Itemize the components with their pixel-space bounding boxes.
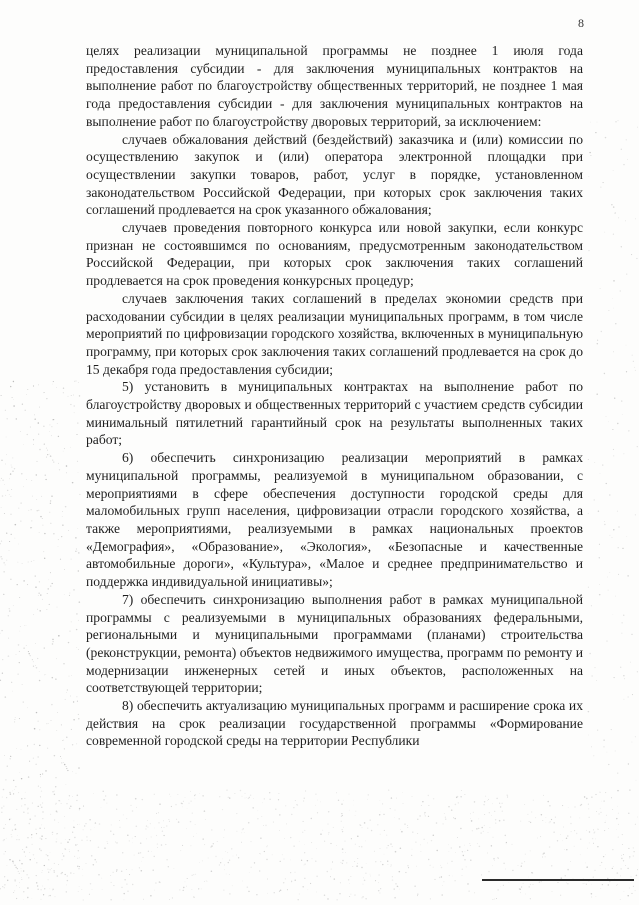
paragraph-continuation: целях реализации муниципальной программы не позднее 1 июля года предоставления субсидии - для заключения муниципальных контрактов на выполнение работ по благоустройству общественных территорий, не позднее 1 мая года предоставления субсидии - для заключения муниципальных контрактов на выполнение работ по благоустройству дворовых территорий, за исключением:	[86, 43, 583, 129]
paragraph-exception-appeal: случаев обжалования действий (бездействий) заказчика и (или) комиссии по осуществлению закупок и (или) оператора электронной площадки при осуществлении закупки товаров, работ, услуг в порядке, установленном законодательством Российской Федерации, при которых срок заключения таких соглашений продлевается на срок указанного обжалования;	[86, 131, 583, 218]
footer-rule	[482, 879, 634, 881]
paragraph-item-6: 6) обеспечить синхронизацию реализации мероприятий в рамках муниципальной программы, реализуемой в муниципальном образовании, с мероприятиями в сфере обеспечения доступности городской среды для маломобильных групп населения, цифровизации отрасли городского хозяйства, а также мероприятиями, реализуемыми в рамках национальных проектов «Демография», «Образование», «Экология», «Безопасные и качественные автомобильные дороги», «Культура», «Малое и среднее предпринимательство и поддержка индивидуальной инициативы»;	[86, 450, 583, 590]
page-number: 8	[578, 16, 584, 30]
paragraph-exception-repeat-tender: случаев проведения повторного конкурса или новой закупки, если конкурс признан не состоявшимся по основаниям, предусмотренным законодательством Российской Федерации, при которых срок заключения таких соглашений продлевается на срок проведения конкурсных процедур;	[86, 220, 583, 289]
paragraph-item-7: 7) обеспечить синхронизацию выполнения работ в рамках муниципальной программы с реализуемыми в муниципальных образованиях федеральными, региональными и муниципальными программами (планами) строительства (реконструкции, ремонта) объектов недвижимого имущества, программ по ремонту и модернизации инженерных сетей и иных объектов, расположенных на соответствующей территории;	[86, 591, 583, 696]
paragraph-exception-savings: случаев заключения таких соглашений в пределах экономии средств при расходовании субсидии в целях реализации муниципальных программ, в том числе мероприятий по цифровизации городского хозяйства, включенных в муниципальную программу, при которых срок заключения таких соглашений продлевается на срок до 15 декабря года предоставления субсидии;	[86, 290, 583, 377]
paragraph-item-8: 8) обеспечить актуализацию муниципальных программ и расширение срока их действия на срок реализации государственной программы «Формирование современной городской среды на территории Республики	[86, 698, 583, 749]
paragraph-item-5: 5) установить в муниципальных контрактах на выполнение работ по благоустройству дворовых и общественных территорий с участием средств субсидии минимальный пятилетний гарантийный срок на результаты выполненных таких работ;	[86, 379, 583, 448]
document-body	[86, 42, 583, 750]
